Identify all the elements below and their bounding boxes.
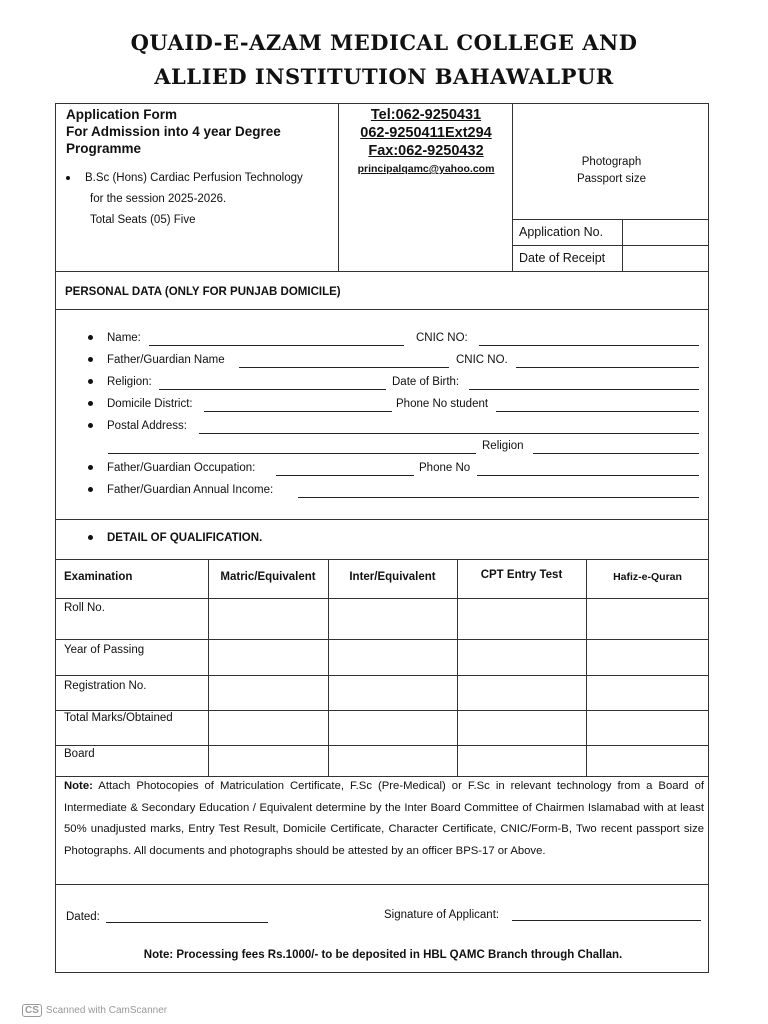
divider xyxy=(56,884,709,885)
fax: Fax:062-9250432 xyxy=(368,143,484,159)
religion-field[interactable] xyxy=(159,389,386,390)
dob-label: Date of Birth: xyxy=(392,376,460,388)
application-heading: Application Form For Admission into 4 year Degree Programme xyxy=(66,107,281,156)
dob-field[interactable] xyxy=(469,389,699,390)
postal-address-label: Postal Address: xyxy=(107,420,187,432)
bullet-icon xyxy=(88,423,93,428)
father-name-label: Father/Guardian Name xyxy=(107,354,225,366)
name-field[interactable] xyxy=(149,345,404,346)
bullet-icon xyxy=(88,401,93,406)
religion2-label: Religion xyxy=(482,440,524,452)
photo-box: Photograph Passport size xyxy=(576,156,647,185)
row-label: Registration No. xyxy=(64,680,147,692)
phone-1: Tel:062-9250431 xyxy=(370,107,482,123)
signature-label: Signature of Applicant: xyxy=(384,909,500,921)
row-label: Roll No. xyxy=(64,602,105,614)
cnic-field[interactable] xyxy=(479,345,699,346)
row-label: Board xyxy=(64,748,95,760)
income-label: Father/Guardian Annual Income: xyxy=(107,484,274,496)
divider xyxy=(56,271,709,272)
cnic-label: CNIC NO: xyxy=(416,332,468,344)
session: for the session 2025-2026. xyxy=(90,193,227,205)
divider xyxy=(622,219,623,271)
name-label: Name: xyxy=(107,332,141,344)
signature-field[interactable] xyxy=(512,920,701,921)
cnic2-field[interactable] xyxy=(516,367,699,368)
date-of-receipt-label: Date of Receipt xyxy=(519,251,606,265)
phone-label: Phone No xyxy=(419,462,471,474)
divider xyxy=(512,245,709,246)
bullet-icon xyxy=(88,487,93,492)
income-field[interactable] xyxy=(298,497,699,498)
program-details xyxy=(66,168,303,231)
religion-label: Religion: xyxy=(107,376,152,388)
column-header: Hafiz-e-Quran xyxy=(613,571,682,583)
note-text: Attach Photocopies of Matriculation Certificate, F.Sc (Pre-Medical) or F.Sc in relevant technology from a Board of Intermediate & Secondary Education / Equivalent determine by the Inter Board Committee of Chairmen Islamabad with at least 50% unadjusted marks, Entry Test Result, Domicile Certificate, Character Certificate, CNIC/Form-B, Two recent passport size Photographs. All documents and photographs should be attested by an officer BPS-17 or Above. xyxy=(64,780,705,857)
note-label: Note: xyxy=(64,780,93,792)
phone-student-field[interactable] xyxy=(496,411,699,412)
bullet-icon xyxy=(88,379,93,384)
college-title-line2: ALLIED INSTITUTION BAHAWALPUR xyxy=(154,64,614,89)
email: principalqamc@yahoo.com xyxy=(357,163,495,175)
occupation-label: Father/Guardian Occupation: xyxy=(107,462,256,474)
domicile-label: Domicile District: xyxy=(107,398,193,410)
religion2-field[interactable] xyxy=(533,453,699,454)
divider xyxy=(56,559,709,560)
column-header: Matric/Equivalent xyxy=(220,571,316,583)
row-label: Year of Passing xyxy=(64,644,145,656)
column-header: Inter/Equivalent xyxy=(349,571,436,583)
camscanner-logo: CS xyxy=(22,1004,42,1017)
divider xyxy=(56,309,709,310)
cnic2-label: CNIC NO. xyxy=(456,354,508,366)
column-header: CPT Entry Test xyxy=(480,569,563,581)
phone-field[interactable] xyxy=(477,475,699,476)
divider xyxy=(338,104,339,271)
domicile-field[interactable] xyxy=(204,411,392,412)
application-form xyxy=(55,103,709,973)
dated-field[interactable] xyxy=(106,922,268,923)
divider xyxy=(512,219,709,220)
note-paragraph xyxy=(64,776,704,862)
program-name: B.Sc (Hons) Cardiac Perfusion Technology xyxy=(85,172,303,184)
qualification-heading: DETAIL OF QUALIFICATION. xyxy=(107,532,263,544)
column-header: Examination xyxy=(64,571,133,583)
dated-label: Dated: xyxy=(66,911,100,923)
phone-student-label: Phone No student xyxy=(396,398,489,410)
divider xyxy=(56,519,709,520)
bullet-icon xyxy=(66,176,70,180)
bullet-icon xyxy=(88,357,93,362)
postal-address-field[interactable] xyxy=(199,433,699,434)
row-label: Total Marks/Obtained xyxy=(64,712,173,724)
postal-address-field-2[interactable] xyxy=(108,453,476,454)
total-seats: Total Seats (05) Five xyxy=(90,214,196,226)
occupation-field[interactable] xyxy=(276,475,414,476)
college-title-line1: QUAID-E-AZAM MEDICAL COLLEGE AND xyxy=(130,30,638,55)
father-name-field[interactable] xyxy=(239,367,449,368)
personal-data-heading: PERSONAL DATA (ONLY FOR PUNJAB DOMICILE) xyxy=(65,286,341,298)
bullet-icon xyxy=(88,465,93,470)
processing-fee-note: Note: Processing fees Rs.1000/- to be deposited in HBL QAMC Branch through Challan. xyxy=(143,949,623,961)
bullet-icon xyxy=(88,335,93,340)
phone-2: 062-9250411Ext294 xyxy=(360,125,492,141)
contact-info xyxy=(340,106,512,178)
bullet-icon xyxy=(88,535,93,540)
application-no-label: Application No. xyxy=(519,225,604,239)
camscanner-watermark: CS Scanned with CamScanner xyxy=(22,1004,167,1017)
